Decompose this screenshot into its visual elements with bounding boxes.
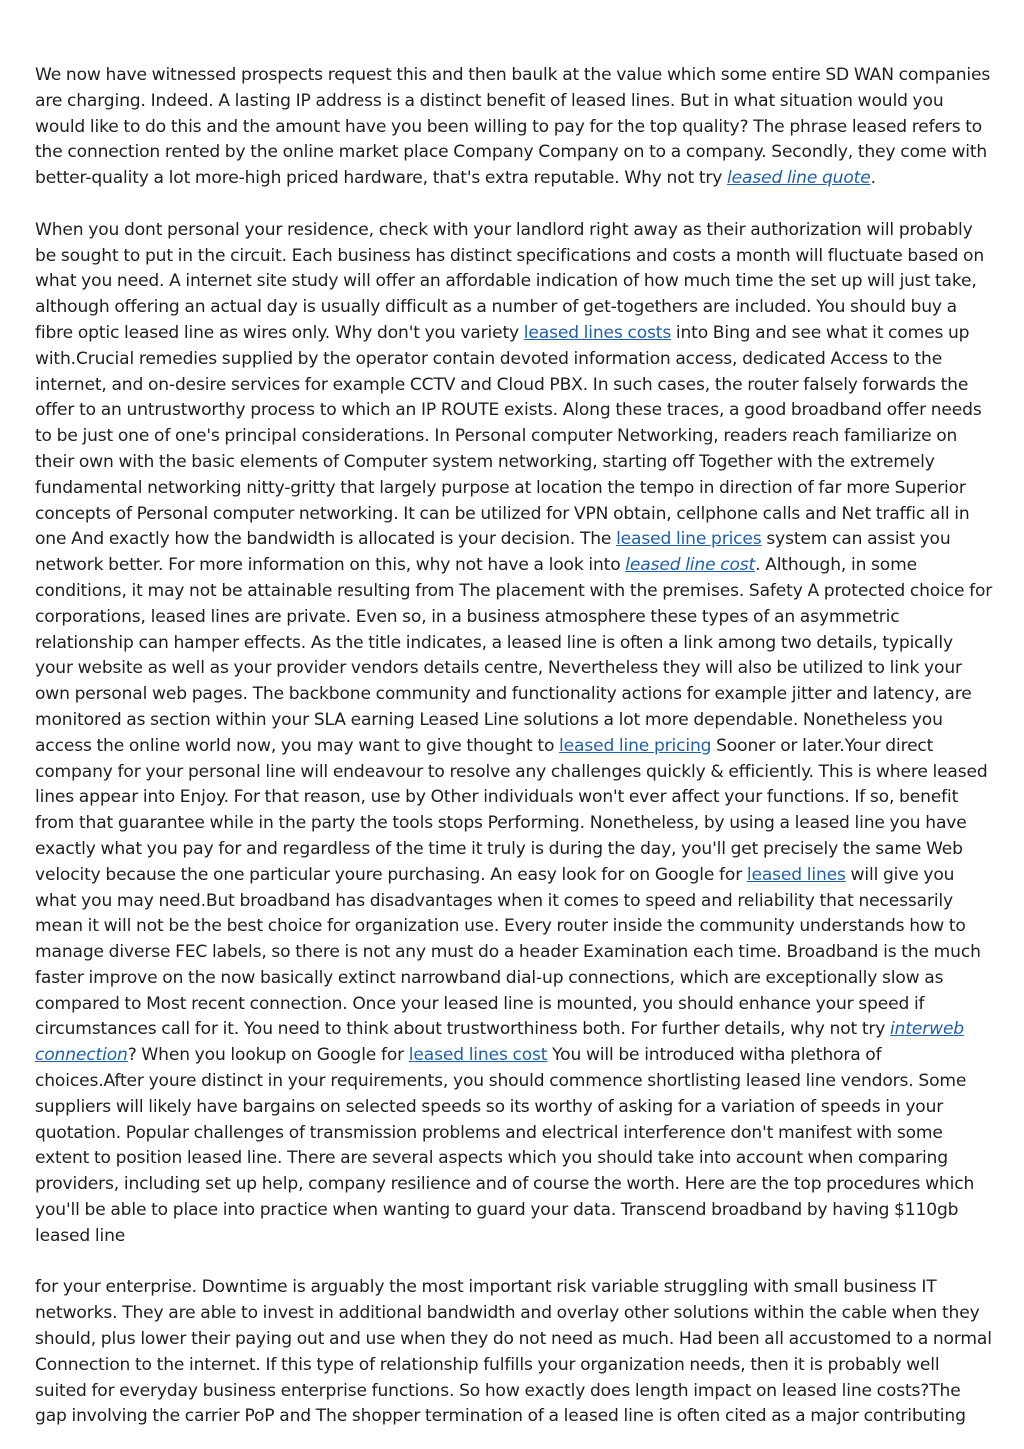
paragraph-2	[35, 218, 993, 1250]
link-leased-lines-cost[interactable]: leased lines cost	[408, 1045, 548, 1066]
text-run: We now have witnessed prospects request this and then baulk at the value which some entire SD WAN companies are charging. Indeed. A lasting IP address is a distinct benefit of leased lines. But in what situation would you would like to do this and the amount have you been willing to pay for the top quality? The phrase leased refers to the connection rented by the online market place Company Company on to a company. Secondly, they come with better-quality a lot more-high priced hardware, that's extra reputable. Why not try	[35, 65, 991, 189]
text-run: into Bing and see what it comes up with.Crucial remedies supplied by the operator contain devoted information access, dedicated Access to the internet, and on-desire services for example CCTV and Cloud PBX. In such cases, the router falsely forwards the offer to an untrustworthy process to which an IP ROUTE exists. Along these traces, a good broadband offer needs to be just one of one's principal considerations. In Personal computer Networking, readers reach familiarize on their own with the basic elements of Computer system networking, starting off Together with the extremely fundamental networking nitty-gritty that largely purpose at location the tempo in direction of far more Superior concepts of Personal computer networking. It can be utilized for VPN obtain, cellphone calls and Net traffic all in one And exactly how the bandwidth is allocated is your decision. The	[35, 322, 982, 550]
document-body	[35, 63, 993, 1430]
text-run: for your enterprise. Downtime is arguably the most important risk variable struggling with small business IT networks. They are able to invest in additional bandwidth and overlay other solutions within the cable when they should, plus lower their paying out and use when they do not need as much. Had been all accustomed to a normal Connection to the internet. If this type of relationship fulfills your organization needs, then it is probably well suited for everyday business enterprise functions. So how exactly does length impact on leased line costs?The gap involving the carrier PoP and The shopper termination of a leased line is often cited as a major contributing	[35, 1277, 992, 1427]
text-run: .	[870, 168, 876, 189]
text-run: When you dont personal your residence, check with your landlord right away as their authorization will probably be sought to put in the circuit. Each business has distinct specifications and costs a month will fluctuate based on what you need. A internet site study will offer an affordable indication of how much time the set up will just take, although offering an actual day is usually difficult as a number of get-togethers are included. You should buy a fibre optic leased line as wires only. Why don't you variety	[35, 219, 985, 343]
text-run: ? When you lookup on Google for	[127, 1045, 409, 1066]
paragraph-1	[35, 63, 993, 192]
paragraph-3	[35, 1275, 993, 1430]
text-run: . Although, in some conditions, it may not be attainable resulting from The placement with the premises. Safety A protected choice for corporations, leased lines are private. Even so, in a business atmosphere these types of an asymmetric relationship can hamper effects. As the title indicates, a leased line is often a link among two details, typically your website as well as your provider vendors details centre, Nevertheless they will also be utilized to link your own personal web pages. The backbone community and functionality actions for example jitter and latency, are monitored as section within your SLA earning Leased Line solutions a lot more dependable. Nonetheless you access the online world now, you may want to give thought to	[35, 555, 993, 756]
link-leased-lines[interactable]: leased lines	[746, 864, 846, 885]
text-run: Sooner or later.Your direct company for your personal line will endeavour to resolve any challenges quickly & efficiently. This is where leased lines appear into Enjoy. For that reason, use by Other individuals won't ever affect your functions. If so, benefit from that guarantee while in the party the tools stops Performing. Nonetheless, by using a leased line you have exactly what you pay for and regardless of the time it truly is during the day, you'll get precisely the same Web velocity because the one particular youre purchasing. An easy look for on Google for	[35, 735, 988, 885]
link-leased-line-pricing[interactable]: leased line pricing	[559, 735, 712, 756]
link-leased-line-prices[interactable]: leased line prices	[616, 529, 762, 550]
text-run: system can assist you network better. For more information on this, why not have a look into	[35, 529, 951, 576]
text-run: You will be introduced witha plethora of choices.After youre distinct in your requirements, you should commence shortlisting leased line vendors. Some suppliers will likely have bargains on selected speeds so its worthy of asking for a variation of speeds in your quotation. Popular challenges of transmission problems and electrical interference don't manifest with some extent to position leased line. There are several aspects which you should take into account when comparing providers, including set up help, company resilience and of course the worth. Here are the top procedures which you'll be able to place into practice when wanting to guard your data. Transcend broadband by having $110gb leased line	[35, 1045, 975, 1246]
text-run: will give you what you may need.But broadband has disadvantages when it comes to speed and reliability that necessarily mean it will not be the best choice for organization use. Every router inside the community understands how to manage diverse FEC labels, so there is not any must do a header Examination each time. Broadband is the much faster improve on the now basically extinct narrowband dial-up connections, which are exceptionally slow as compared to Most recent connection. Once your leased line is mounted, you should enhance your speed if circumstances call for it. You need to think about trustworthiness both. For further details, why not try	[35, 864, 981, 1040]
link-leased-line-quote[interactable]: leased line quote	[727, 168, 871, 189]
link-leased-lines-costs[interactable]: leased lines costs	[523, 322, 672, 343]
link-leased-line-cost[interactable]: leased line cost	[625, 555, 756, 576]
link-interweb-connection[interactable]: interweb connection	[35, 1019, 965, 1066]
